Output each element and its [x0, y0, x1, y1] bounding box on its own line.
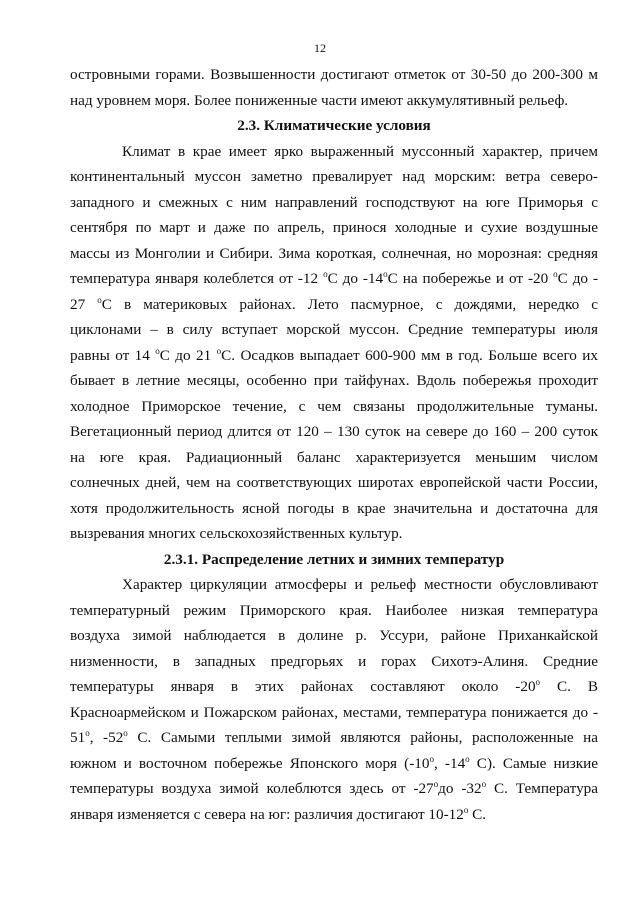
section-heading: 2.3. Климатические условия: [237, 117, 431, 134]
text-line: равны от 14 $^o$С до 21 $^o$С. Осадков выпадает 600-900 мм в год. Больше всего их: [70, 345, 599, 364]
text-line: над уровнем моря. Более пониженные части имеют аккумулятивный рельеф.: [70, 91, 569, 109]
paragraph: [70, 139, 598, 547]
text-line: бывает в летние месяцы, особенно при тайфунах. Вдоль побережья проходит: [70, 372, 598, 389]
text-line: континентальный муссон заметно превалирует над морским: ветра северо-: [70, 168, 598, 185]
text-line: воздуха зимой наблюдается в долине р. Уссури, районе Приханкайской: [70, 627, 598, 644]
text-line: южном и восточном побережье Японского моря (-10$^o$, -14$^o$ С). Самые низкие: [70, 753, 598, 772]
text-line: Характер циркуляции атмосферы и рельеф местности обусловливают: [122, 576, 598, 593]
text-line: температура января колеблется от -12 $^o$С до -14$^o$С на побережье и от -20 $^o$С до -: [70, 269, 599, 287]
text-line: 51$^o$, -52$^o$ С. Самыми теплыми зимой являются районы, расположенные на: [70, 728, 599, 746]
page-number: 12: [314, 41, 326, 55]
text-line: температуры января в этих районах составляют около -20$^o$ С. В: [70, 677, 598, 695]
text-line: температурный режим Приморского края. Наиболее низкая температура: [70, 601, 598, 619]
text-line: на юге края. Радиационный баланс характеризуется меньшим числом: [70, 448, 598, 466]
text-line: западного и смежных с ним направлений господствуют на юге Приморья с: [70, 193, 598, 211]
text-line: низменности, в западных предгорьях и горах Сихотэ-Алиня. Средние: [70, 652, 598, 670]
text-line: Красноармейском и Пожарском районах, местами, температура понижается до -: [70, 703, 598, 721]
text-line: Вегетационный период длится от 120 – 130 суток на севере до 160 – 200 суток: [70, 423, 598, 440]
paragraph: [70, 62, 598, 113]
text-line: вызревания многих сельскохозяйственных культур.: [70, 525, 403, 542]
text-line: солнечных дней, чем на соответствующих широтах европейской части России,: [70, 474, 598, 491]
text-line: января изменяется с севера на юг: различия достигают 10-12$^o$ С.: [70, 804, 487, 823]
text-line: температуры воздуха зимой колеблются здесь от -27$^o$до -32$^o$ С. Температура: [70, 779, 598, 797]
text-line: 27 $^o$С в материковых районах. Лето пасмурное, с дождями, нередко с: [70, 294, 598, 313]
text-line: холодное Приморское течение, с чем связаны продолжительные туманы.: [70, 397, 598, 415]
paragraph: [70, 572, 598, 827]
text-line: сентября по март и даже по апрель, принося холодные и сухие воздушные: [70, 219, 598, 236]
text-line: хотя продолжительность ясной погоды в крае значительна и достаточна для: [70, 499, 598, 517]
text-line: массы из Монголии и Сибири. Зима короткая, солнечная, но морозная: средняя: [70, 244, 598, 262]
text-line: циклонами – в силу вступает морской муссон. Средние температуры июля: [70, 321, 598, 338]
document-body: [70, 62, 598, 827]
text-line: Климат в крае имеет ярко выраженный муссонный характер, причем: [122, 142, 598, 160]
text-line: островными горами. Возвышенности достигают отметок от 30-50 до 200-300 м: [70, 66, 598, 83]
section-heading: 2.3.1. Распределение летних и зимних температур: [163, 550, 505, 568]
